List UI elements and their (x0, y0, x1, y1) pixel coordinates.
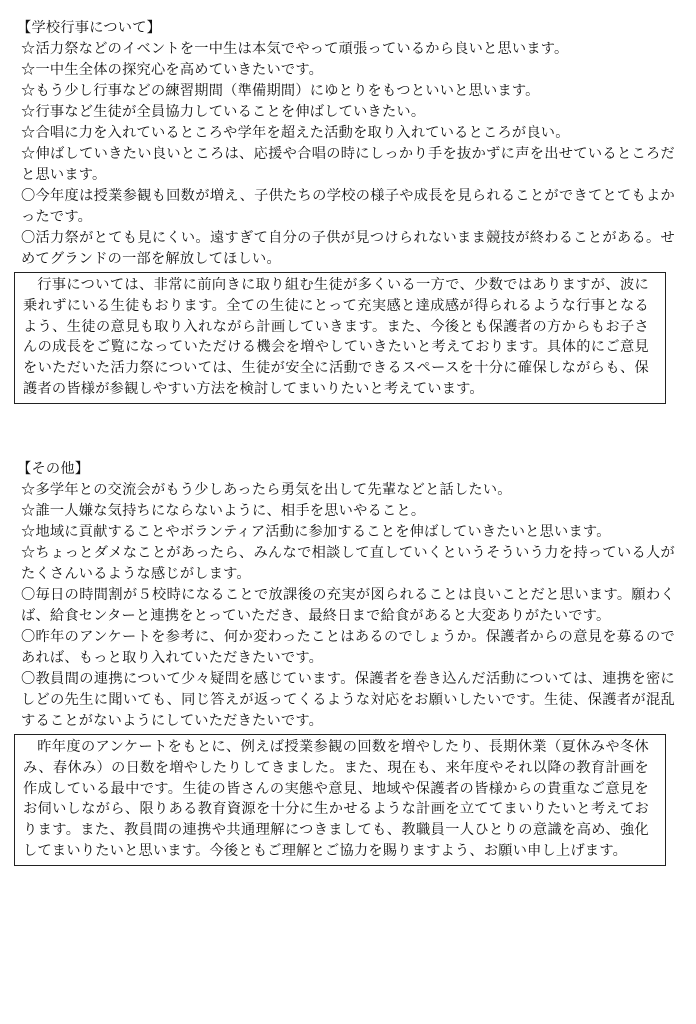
school-response-box (14, 272, 666, 404)
comment-item: 〇活力祭がとても見にくい。遠すぎて自分の子供が見つけられないまま競技が終わることがある。せめてグランドの一部を解放してほしい。 (21, 230, 675, 267)
section-school-events (17, 18, 675, 404)
comment-item: ☆一中生全体の探究心を高めていきたいです。 (21, 62, 324, 78)
comment-item: ☆誰一人嫌な気持ちにならないように、相手を思いやること。 (21, 503, 426, 519)
comment-item: ☆地域に貢献することやボランティア活動に参加することを伸ばしていきたいと思います。 (21, 524, 611, 540)
comment-list (21, 39, 675, 270)
section-heading: 【学校行事について】 (17, 20, 162, 36)
comment-item: ☆行事など生徒が全員協力していることを伸ばしていきたい。 (21, 104, 426, 120)
comment-item: ☆もう少し行事などの練習期間（準備期間）にゆとりをもつといいと思います。 (21, 83, 540, 99)
comment-item: 〇教員間の連携について少々疑問を感じています。保護者を巻き込んだ活動については、連携を密にしどの先生に聞いても、同じ答えが返ってくるような対応をお願いしたいです。生徒、保護者が混乱することがないようにしていただきたいです。 (21, 671, 675, 729)
comment-item: ☆伸ばしていきたい良いところは、応援や合唱の時にしっかり手を抜かずに声を出せているところだと思います。 (21, 146, 675, 183)
section-other (17, 459, 675, 866)
comment-list (21, 480, 675, 732)
school-response-text: 行事については、非常に前向きに取り組む生徒が多くいる一方で、少数ではありますが、波に乗れずにいる生徒もおります。全ての生徒にとって充実感と達成感が得られるような行事となるよう、生徒の意見も取り入れながら計画していきます。また、今後とも保護者の方からもお子さんの成長をご覧になっていただける機会を増やしていきたいと考えております。具体的にご意見をいただいた活力祭については、生徒が安全に活動できるスペースを十分に確保しながらも、保護者の皆様が参観しやすい方法を検討してまいりたいと考えています。 (23, 277, 649, 397)
comment-item: ☆多学年との交流会がもう少しあったら勇気を出して先輩などと話したい。 (21, 482, 512, 498)
school-response-box (14, 734, 666, 866)
comment-item: ☆ちょっとダメなことがあったら、みんなで相談して直していくというそういう力を持っている人がたくさんいるような感じがします。 (21, 545, 675, 582)
school-response-text: 昨年度のアンケートをもとに、例えば授業参観の回数を増やしたり、長期休業（夏休みや冬休み、春休み）の日数を増やしたりしてきました。また、現在も、来年度やそれ以降の教育計画を作成している最中です。生徒の皆さんの実態や意見、地域や保護者の皆様からの貴重なご意見をお伺いしながら、限りある教育資源を十分に生かせるような計画を立ててまいりたいと考えております。また、教員間の連携や共通理解につきましても、教職員一人ひとりの意識を高め、強化してまいりたいと思います。今後ともご理解とご協力を賜りますよう、お願い申し上げます。 (23, 739, 649, 859)
comment-item: 〇毎日の時間割が５校時になることで放課後の充実が図られることは良いことだと思います。願わくば、給食センターと連携をとっていただき、最終日まで給食があると大変ありがたいです。 (21, 587, 675, 624)
section-heading: 【その他】 (17, 461, 90, 477)
comment-item: 〇今年度は授業参観も回数が増え、子供たちの学校の様子や成長を見られることができてとてもよかったです。 (21, 188, 675, 225)
comment-item: ☆合唱に力を入れているところや学年を超えた活動を取り入れているところが良い。 (21, 125, 570, 141)
comment-item: 〇昨年のアンケートを参考に、何か変わったことはあるのでしょうか。保護者からの意見を募るのであれば、もっと取り入れていただきたいです。 (21, 629, 675, 666)
comment-item: ☆活力祭などのイベントを一中生は本気でやって頑張っているから良いと思います。 (21, 41, 569, 57)
